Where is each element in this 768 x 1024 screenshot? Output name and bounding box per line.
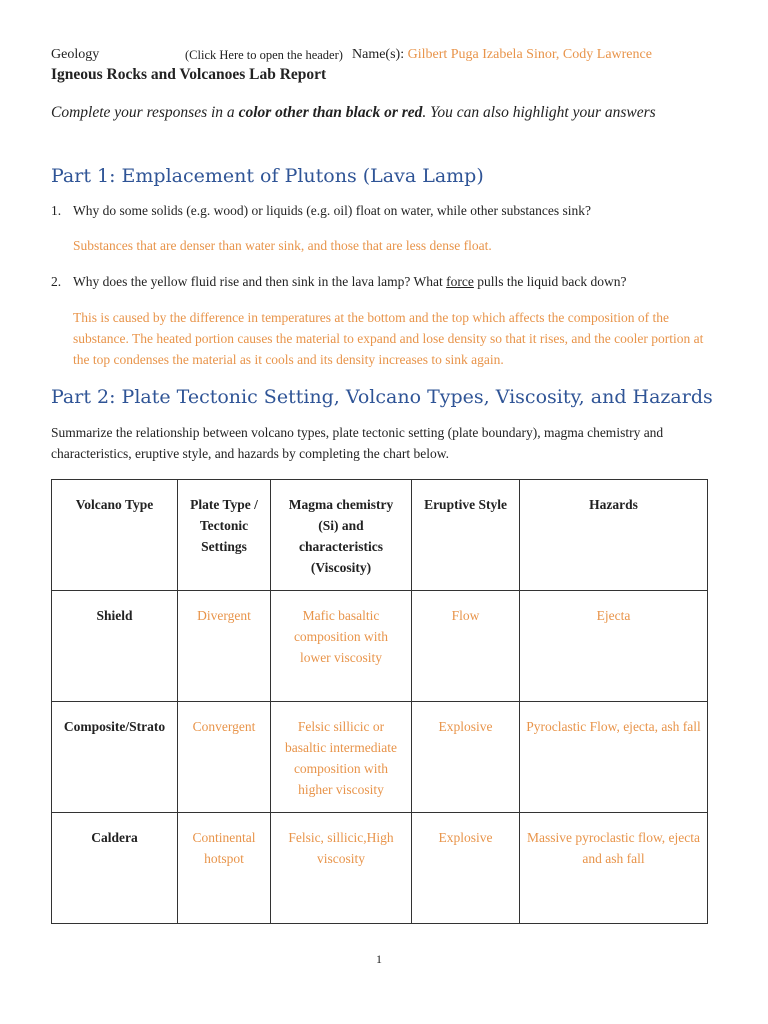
hazards-cell[interactable]: Ejecta [520,591,708,702]
header-hazards: Hazards [520,480,708,591]
plate-type-cell[interactable]: Convergent [178,702,271,813]
question-text-before: Why does the yellow fluid rise and then sink in the lava lamp? What [73,274,447,289]
plate-type-cell[interactable]: Continental hotspot [178,813,271,924]
header-plate-type: Plate Type / Tectonic Settings [178,480,271,591]
question-text: Why do some solids (e.g. wood) or liquids (e.g. oil) float on water, while other substances sink? [73,203,591,218]
eruptive-style-cell[interactable]: Explosive [412,702,520,813]
names-label: Name(s): [352,47,405,62]
question-number: 1. [51,203,62,218]
names-line [352,47,652,63]
instructions-suffix: . You can also highlight your answers [422,104,656,121]
volcano-type-cell: Composite/Strato [52,702,178,813]
magma-chemistry-cell[interactable]: Mafic basaltic composition with lower viscosity [271,591,412,702]
question-number: 2. [51,274,62,289]
instructions [51,101,711,124]
plate-type-cell[interactable]: Divergent [178,591,271,702]
volcano-chart [51,479,708,924]
names-value: Gilbert Puga Izabela Sinor, Cody Lawrence [407,47,652,62]
question-text-after: pulls the liquid back down? [473,274,627,289]
part2-heading: Part 2: Plate Tectonic Setting, Volcano Types, Viscosity, and Hazards [51,386,713,408]
report-title: Igneous Rocks and Volcanoes Lab Report [51,66,327,83]
table-row [52,813,708,924]
question-underlined-word: force [446,274,474,289]
eruptive-style-cell[interactable]: Flow [412,591,520,702]
table-row [52,702,708,813]
magma-chemistry-cell[interactable]: Felsic, sillicic,High viscosity [271,813,412,924]
header-magma-chemistry: Magma chemistry (Si) and characteristics (Viscosity) [271,480,412,591]
eruptive-style-cell[interactable]: Explosive [412,813,520,924]
instructions-prefix: Complete your responses in a [51,104,239,121]
volcano-type-cell: Shield [52,591,178,702]
answer-2: This is caused by the difference in temperatures at the bottom and the top which affects the composition of the substance. The heated portion causes the material to expand and lose density so that it rises, and the cooler portion at the top condenses the material as it cools and its density increases to sink again. [73,310,704,367]
volcano-type-cell: Caldera [52,813,178,924]
part2-summary: Summarize the relationship between volcano types, plate tectonic setting (plate boundary), magma chemistry and characteristics, eruptive style, and hazards by completing the chart below. [51,425,664,461]
instructions-emphasis: color other than black or red [238,104,423,121]
course-name: Geology [51,47,100,62]
table-header-row [52,480,708,591]
page-number: 1 [376,952,382,966]
answer-1: Substances that are denser than water sink, and those that are less dense float. [73,238,492,253]
magma-chemistry-cell[interactable]: Felsic sillicic or basaltic intermediate composition with higher viscosity [271,702,412,813]
question-text [73,274,627,290]
table-row [52,591,708,702]
hazards-cell[interactable]: Massive pyroclastic flow, ejecta and ash fall [520,813,708,924]
part1-heading: Part 1: Emplacement of Plutons (Lava Lamp) [51,165,484,187]
hazards-cell[interactable]: Pyroclastic Flow, ejecta, ash fall [520,702,708,813]
header-eruptive-style: Eruptive Style [412,480,520,591]
open-header-link[interactable]: (Click Here to open the header) [185,48,343,62]
header-volcano-type: Volcano Type [52,480,178,591]
